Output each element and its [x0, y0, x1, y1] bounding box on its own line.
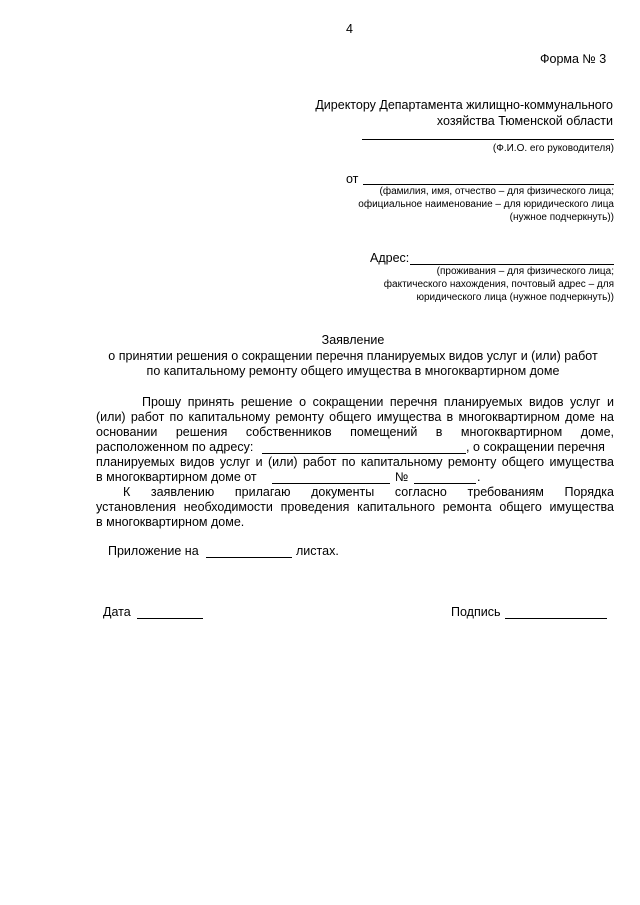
body-line-1: Прошу принять решение о сокращении перечня планируемых видов услуг и — [142, 395, 614, 409]
number-label: № — [395, 470, 409, 484]
address-hint-2: фактического нахождения, почтовый адрес – для — [383, 279, 614, 290]
addressee-line-2: хозяйства Тюменской области — [436, 114, 613, 128]
signature-label: Подпись — [451, 605, 501, 619]
body-line-4-end: , о сокращении перечня — [466, 440, 605, 454]
body-line-6-start: в многоквартирном доме от — [96, 470, 257, 484]
from-label: от — [346, 172, 359, 186]
address-hint-1: (проживания – для физического лица; — [436, 266, 614, 277]
body-line-6-end: . — [477, 470, 481, 484]
addressee-line-1: Директору Департамента жилищно-коммунального — [315, 98, 613, 112]
attachment-prefix: Приложение на — [108, 544, 199, 558]
body-line-5: планируемых видов услуг и (или) работ по капитальному ремонту общего имущества — [96, 455, 614, 469]
director-name-line — [362, 139, 614, 140]
from-hint-1: (фамилия, имя, отчество – для физического лица; — [379, 186, 614, 197]
attachment-pages-line — [206, 557, 292, 558]
decision-number-line — [414, 483, 476, 484]
body-line-3: основании решения собственников помещений в многоквартирном доме, — [96, 425, 614, 439]
body-line-2: (или) работ по капитальному ремонту общего имущества в многоквартирном доме на — [96, 410, 614, 424]
address-hint-3: юридического лица (нужное подчеркнуть)) — [416, 292, 614, 303]
signature-line — [505, 618, 607, 619]
body-line-9: в многоквартирном доме. — [96, 515, 245, 529]
page-number: 4 — [346, 22, 353, 36]
from-hint-3: (нужное подчеркнуть)) — [509, 212, 614, 223]
from-line — [363, 184, 614, 185]
document-title: Заявление — [321, 333, 385, 347]
title-line-1: о принятии решения о сокращении перечня планируемых видов услуг и (или) работ — [108, 349, 598, 363]
title-line-2: по капитальному ремонту общего имущества в многоквартирном доме — [146, 364, 560, 378]
attachment-suffix: листах. — [296, 544, 339, 558]
form-label: Форма № 3 — [540, 52, 607, 66]
body-line-7: К заявлению прилагаю документы согласно требованиям Порядка — [123, 485, 614, 499]
date-label: Дата — [103, 605, 131, 619]
body-line-4-start: расположенном по адресу: — [96, 440, 254, 454]
date-line — [137, 618, 203, 619]
from-hint-2: официальное наименование – для юридического лица — [358, 199, 614, 210]
decision-date-line — [272, 483, 390, 484]
address-fill-line — [262, 453, 466, 454]
body-line-8: установления необходимости проведения капитального ремонта общего имущества — [96, 500, 614, 514]
address-label: Адрес: — [370, 251, 410, 265]
director-name-hint: (Ф.И.О. его руководителя) — [492, 143, 614, 154]
address-line — [410, 264, 614, 265]
